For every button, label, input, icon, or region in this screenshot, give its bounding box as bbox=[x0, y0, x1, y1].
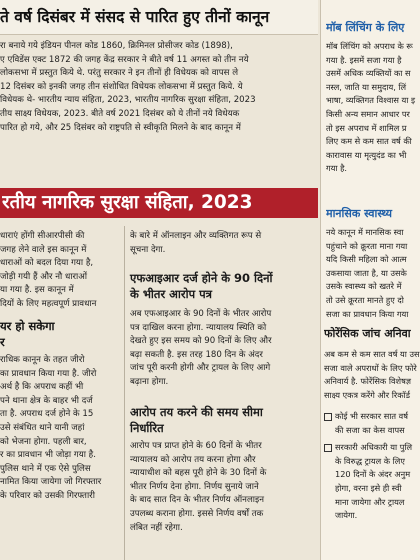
section-banner-title: रतीय नागरिक सुरक्षा संहिता, 2023 bbox=[2, 192, 253, 213]
mob-lynching-heading: मॉब लिंचिंग के लिए bbox=[326, 21, 405, 34]
forensic-bullet-text: सरकारी अधिकारी या पुलि के विरुद्ध ट्रायल के लिए 120 दिनों के अंदर अनुम होगा, वरना इसे ही स्वी माना जायेगा और ट्रायल जायेगा. bbox=[335, 442, 413, 521]
forensic-heading: फोरेंसिक जांच अनिवा bbox=[324, 327, 411, 340]
mental-health-heading: मानसिक स्वास्थ्य bbox=[326, 207, 393, 220]
forensic-bullet-item bbox=[324, 410, 420, 437]
charge-framing-text: आरोप पत्र प्राप्त होने के 60 दिनों के भीतर न्यायालय को आरोप तय करना होगा और न्यायाधीश को बहस पूरी होने के 30 दिनों के भीतर निर्णय देना होगा. निर्णय सुनाये जाने के बाद सात दिन के भीतर निर्णय ऑनलाइन उपलब्ध कराना होगा. इससे निर्णय वर्षों तक लंबित नहीं रहेगा. bbox=[130, 441, 267, 533]
square-bullet-icon bbox=[324, 413, 332, 421]
forensic-bullet-list bbox=[324, 410, 420, 523]
mob-lynching-text: मॉब लिंचिंग को अपराध के रू गया है. इसमें सजा गया है उसमें अधिक व्यक्तियों का स नस्ल, जाति या समुदाय, लिं भाषा, व्यक्तिगत विश्वास या इ किसी अन्य समान आधार पर तो इस अपराध में शामिल प्र लिए कम से कम सात वर्ष की कारावास या मृत्युदंड का भी गया है. bbox=[326, 41, 415, 174]
column-divider-left bbox=[124, 226, 125, 560]
left-column-heading: यर हो सकेगा र bbox=[0, 319, 55, 349]
forensic-bullet-text: कोई भी सरकार सात वर्ष की सजा का केस वापस bbox=[335, 411, 408, 435]
top-paragraph: रा बनाये गये इंडियन पीनल कोड 1860, क्रिमिनल प्रोसीजर कोड (1898), ए एविडेंस एक्ट 1872 की जगह केंद्र सरकार ने बीते वर्ष 11 अगस्त को तीन नये लोकसभा में प्रस्तुत किये थे. परंतु सरकार ने इन तीनों ही विधेयक को वापस ले 12 दिसंबर को इनकी जगह तीन संशोधित विधेयक लोकसभा में प्रस्तुत किये. ये विधेयक थे- भारतीय न्याय संहिता, 2023, भारतीय नागरिक सुरक्षा संहिता, 2023 तीय साक्ष्य विधेयक, 2023. बीते वर्ष 2021 दिसंबर को ये तीनों नये विधेयक पारित हो गये, और 25 दिसंबर को राष्ट्रपति से स्वीकृति मिलने के बाद कानून में bbox=[0, 41, 256, 133]
charge-framing-heading: आरोप तय करने की समय सीमा निर्धारित bbox=[130, 405, 263, 435]
top-headline-rule bbox=[0, 34, 318, 35]
left-column-text: धाराएं होंगी सीआरपीसी की जगह लेने वाले इस कानून में धाराओं को बदल दिया गया है, जोड़ी गयी हैं और नौ धाराओं या गया है. इस कानून में दियों के लिए महत्वपूर्ण प्रावधान bbox=[0, 231, 97, 309]
top-headline: ते वर्ष दिसंबर में संसद से पारित हुए तीनों कानून bbox=[0, 8, 270, 26]
forensic-bullet-item bbox=[324, 441, 420, 523]
charge-sheet-heading: एफआइआर दर्ज होने के 90 दिनों के भीतर आरोप पत्र bbox=[130, 271, 273, 301]
forensic-text: अब कम से कम सात वर्ष या उस सजा वाले अपराधों के लिए फोरे अनिवार्य है. फोरेंसिक विशेषज्ञ साक्ष्य एकत्र करेंगे और रिकॉर्ड bbox=[324, 349, 420, 400]
middle-column-intro: के बारे में ऑनलाइन और व्यक्तिगत रूप से सूचना देगा. bbox=[130, 231, 262, 255]
charge-sheet-text: अब एफआइआर के 90 दिनों के भीतर आरोप पत्र दाखिल करना होगा. न्यायालय स्थिति को देखते हुए इस समय को 90 दिनों के लिए और बढ़ा सकती है. इस तरह 180 दिन के अंदर जांच पूरी करनी होगी और ट्रायल के लिए आगे बढ़ाना होगा. bbox=[130, 309, 272, 387]
left-column-body: राधिक कानून के तहत जीरो का प्रावधान किया गया है. जीरो अर्थ है कि अपराध कहीं भी पने थाना क्षेत्र के बाहर भी दर्ज ता है. अपराध दर्ज होने के 15 उसे संबंधित थाने यानी जहां को भेजना होगा. पहली बार, र का प्रावधान भी जोड़ा गया है. पुलिस थाने में एक ऐसे पुलिस नामित किया जायेगा जो गिरफ्तार के परिवार को उसकी गिरफ्तारी bbox=[0, 355, 102, 501]
mental-health-text: नये कानून में मानसिक स्वा पहुंचाने को क्रूरता माना गया यदि किसी महिला को आत्म उकसाया जाता है, या उसके उसके स्वास्थ्य को खतरे में तो उसे क्रूरता मानते हुए दो सजा का प्रावधान किया गया bbox=[326, 227, 409, 319]
square-bullet-icon bbox=[324, 444, 332, 452]
